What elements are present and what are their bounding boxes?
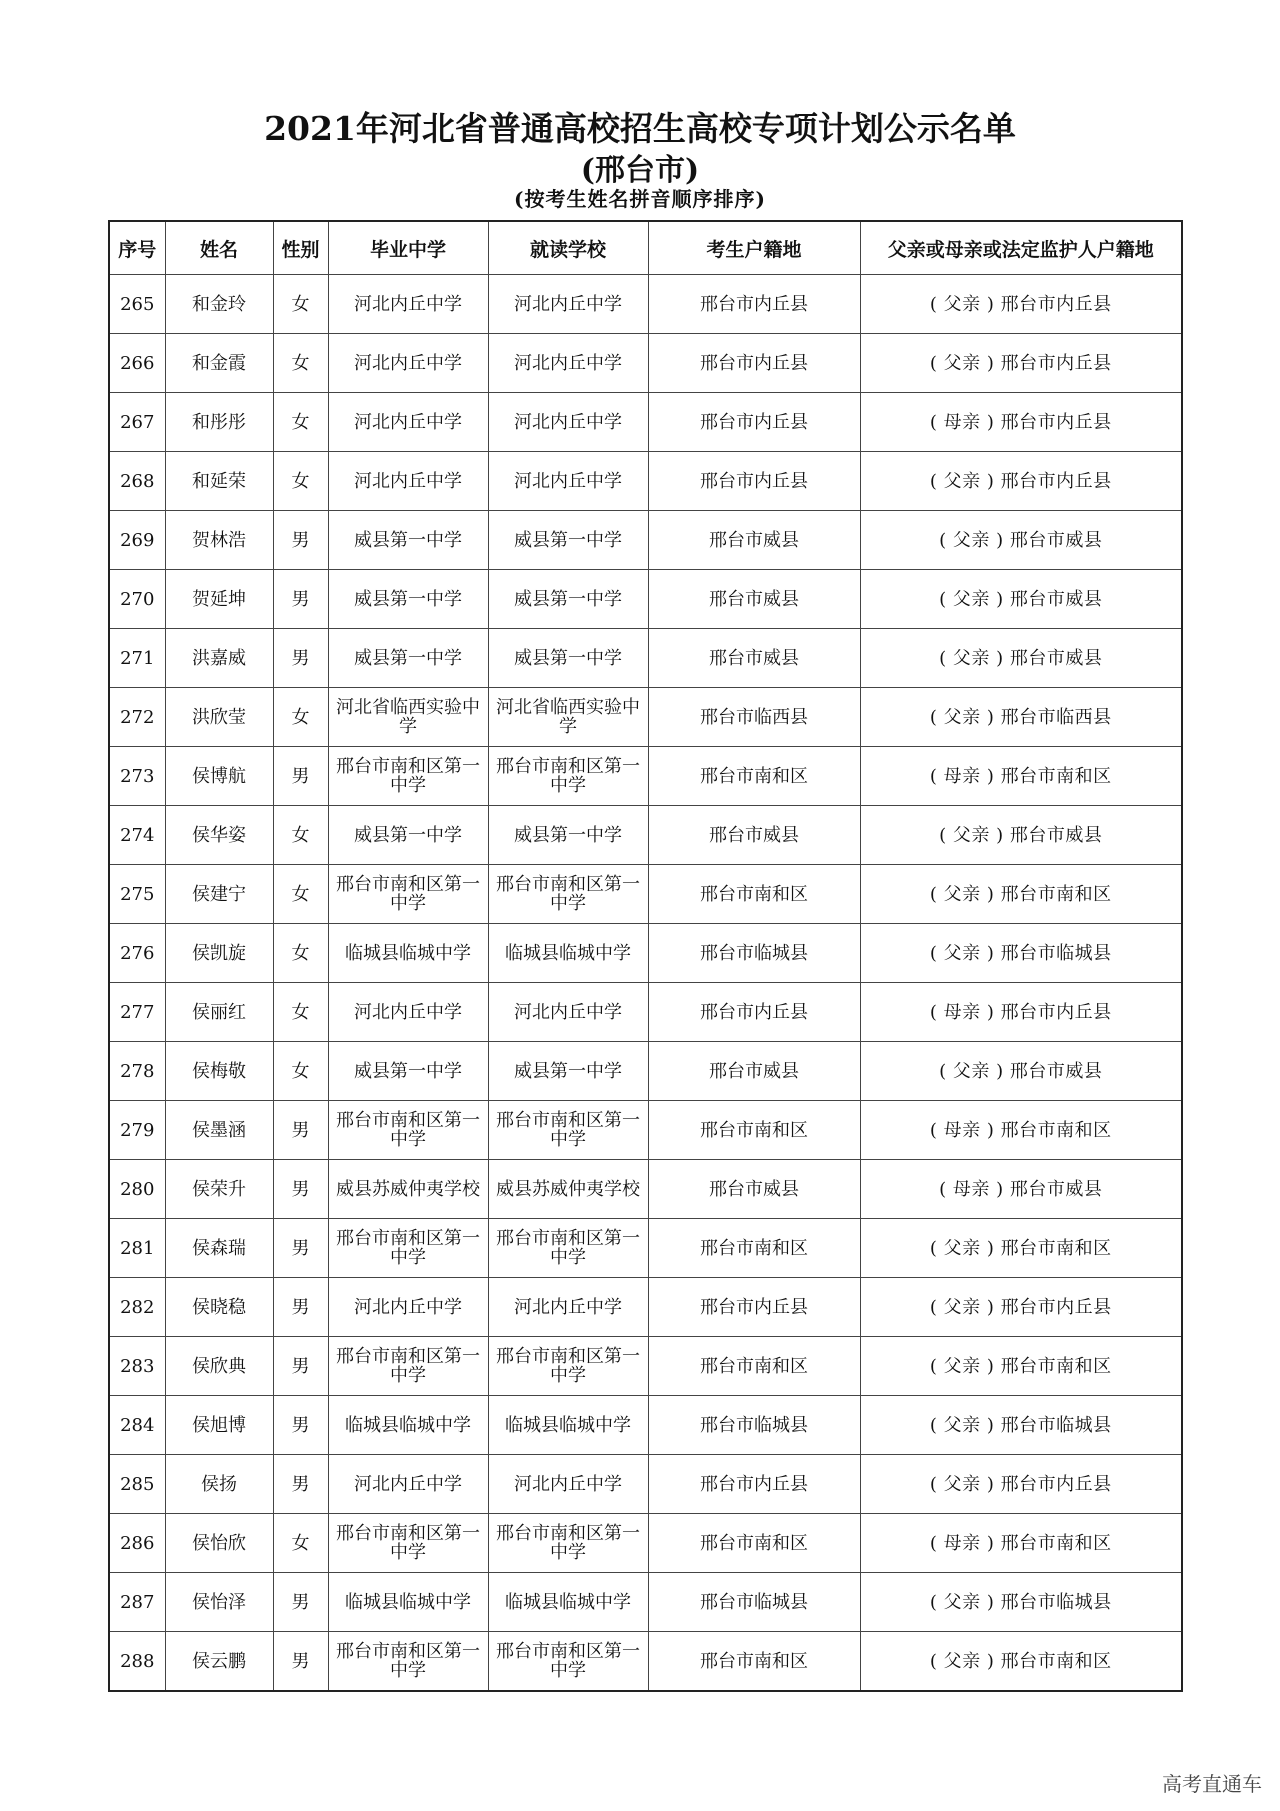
table-row bbox=[109, 1455, 1182, 1514]
cell-guardian-hukou: ( 父亲 ) 邢台市内丘县 bbox=[860, 452, 1182, 511]
watermark-text: 高考直通车 bbox=[1162, 1772, 1262, 1796]
cell-name: 侯怡欣 bbox=[165, 1514, 273, 1573]
cell-graduation-school: 河北内丘中学 bbox=[328, 334, 488, 393]
cell-name: 洪嘉威 bbox=[165, 629, 273, 688]
cell-guardian-hukou: ( 父亲 ) 邢台市威县 bbox=[860, 570, 1182, 629]
cell-hukou: 邢台市南和区 bbox=[648, 1219, 860, 1278]
table-row bbox=[109, 1514, 1182, 1573]
cell-sex: 女 bbox=[273, 393, 328, 452]
cell-current-school: 河北省临西实验中学 bbox=[488, 688, 648, 747]
cell-name: 侯荣升 bbox=[165, 1160, 273, 1219]
cell-hukou: 邢台市临城县 bbox=[648, 1396, 860, 1455]
cell-sex: 女 bbox=[273, 452, 328, 511]
cell-name: 侯欣典 bbox=[165, 1337, 273, 1396]
cell-name: 侯建宁 bbox=[165, 865, 273, 924]
cell-sex: 男 bbox=[273, 1337, 328, 1396]
cell-hukou: 邢台市威县 bbox=[648, 806, 860, 865]
table-row bbox=[109, 1632, 1182, 1692]
cell-graduation-school: 邢台市南和区第一中学 bbox=[328, 1219, 488, 1278]
cell-current-school: 威县第一中学 bbox=[488, 511, 648, 570]
cell-current-school: 邢台市南和区第一中学 bbox=[488, 1101, 648, 1160]
cell-sex: 女 bbox=[273, 924, 328, 983]
column-header-guardian-hukou: 父亲或母亲或法定监护人户籍地 bbox=[860, 221, 1182, 275]
cell-graduation-school: 河北内丘中学 bbox=[328, 393, 488, 452]
cell-current-school: 邢台市南和区第一中学 bbox=[488, 747, 648, 806]
cell-hukou: 邢台市内丘县 bbox=[648, 1455, 860, 1514]
cell-name: 侯墨涵 bbox=[165, 1101, 273, 1160]
cell-current-school: 河北内丘中学 bbox=[488, 334, 648, 393]
table-row bbox=[109, 806, 1182, 865]
cell-graduation-school: 邢台市南和区第一中学 bbox=[328, 1514, 488, 1573]
cell-current-school: 临城县临城中学 bbox=[488, 1396, 648, 1455]
cell-no: 280 bbox=[109, 1160, 165, 1219]
table-row bbox=[109, 452, 1182, 511]
cell-hukou: 邢台市威县 bbox=[648, 570, 860, 629]
cell-name: 侯华姿 bbox=[165, 806, 273, 865]
table-row bbox=[109, 1573, 1182, 1632]
cell-graduation-school: 威县第一中学 bbox=[328, 570, 488, 629]
cell-graduation-school: 威县第一中学 bbox=[328, 806, 488, 865]
cell-hukou: 邢台市临城县 bbox=[648, 924, 860, 983]
cell-no: 283 bbox=[109, 1337, 165, 1396]
cell-guardian-hukou: ( 父亲 ) 邢台市临城县 bbox=[860, 924, 1182, 983]
cell-no: 279 bbox=[109, 1101, 165, 1160]
cell-name: 侯云鹏 bbox=[165, 1632, 273, 1692]
cell-hukou: 邢台市南和区 bbox=[648, 1337, 860, 1396]
cell-sex: 女 bbox=[273, 334, 328, 393]
cell-hukou: 邢台市威县 bbox=[648, 511, 860, 570]
cell-graduation-school: 临城县临城中学 bbox=[328, 1573, 488, 1632]
cell-name: 和金玲 bbox=[165, 275, 273, 334]
table-row bbox=[109, 629, 1182, 688]
cell-hukou: 邢台市内丘县 bbox=[648, 1278, 860, 1337]
cell-guardian-hukou: ( 父亲 ) 邢台市威县 bbox=[860, 1042, 1182, 1101]
cell-current-school: 威县第一中学 bbox=[488, 806, 648, 865]
cell-sex: 男 bbox=[273, 747, 328, 806]
cell-guardian-hukou: ( 父亲 ) 邢台市临城县 bbox=[860, 1573, 1182, 1632]
cell-sex: 男 bbox=[273, 1160, 328, 1219]
cell-hukou: 邢台市威县 bbox=[648, 1160, 860, 1219]
cell-guardian-hukou: ( 父亲 ) 邢台市南和区 bbox=[860, 1219, 1182, 1278]
cell-no: 287 bbox=[109, 1573, 165, 1632]
cell-graduation-school: 河北内丘中学 bbox=[328, 1278, 488, 1337]
cell-sex: 男 bbox=[273, 1219, 328, 1278]
table-row bbox=[109, 275, 1182, 334]
cell-hukou: 邢台市威县 bbox=[648, 629, 860, 688]
cell-graduation-school: 邢台市南和区第一中学 bbox=[328, 1632, 488, 1692]
cell-sex: 女 bbox=[273, 688, 328, 747]
cell-name: 侯丽红 bbox=[165, 983, 273, 1042]
cell-current-school: 河北内丘中学 bbox=[488, 1278, 648, 1337]
cell-hukou: 邢台市内丘县 bbox=[648, 983, 860, 1042]
cell-guardian-hukou: ( 父亲 ) 邢台市威县 bbox=[860, 511, 1182, 570]
cell-no: 277 bbox=[109, 983, 165, 1042]
cell-no: 270 bbox=[109, 570, 165, 629]
cell-sex: 女 bbox=[273, 865, 328, 924]
cell-graduation-school: 河北内丘中学 bbox=[328, 983, 488, 1042]
cell-sex: 男 bbox=[273, 1632, 328, 1692]
cell-graduation-school: 邢台市南和区第一中学 bbox=[328, 1337, 488, 1396]
column-header-current-school: 就读学校 bbox=[488, 221, 648, 275]
cell-current-school: 河北内丘中学 bbox=[488, 452, 648, 511]
table-row bbox=[109, 1278, 1182, 1337]
cell-current-school: 威县苏威仲夷学校 bbox=[488, 1160, 648, 1219]
cell-sex: 男 bbox=[273, 570, 328, 629]
table-row bbox=[109, 983, 1182, 1042]
cell-graduation-school: 河北省临西实验中学 bbox=[328, 688, 488, 747]
table-header bbox=[109, 221, 1182, 275]
cell-current-school: 邢台市南和区第一中学 bbox=[488, 1219, 648, 1278]
cell-no: 284 bbox=[109, 1396, 165, 1455]
cell-no: 266 bbox=[109, 334, 165, 393]
cell-sex: 女 bbox=[273, 1514, 328, 1573]
cell-hukou: 邢台市内丘县 bbox=[648, 452, 860, 511]
cell-guardian-hukou: ( 母亲 ) 邢台市内丘县 bbox=[860, 393, 1182, 452]
cell-guardian-hukou: ( 母亲 ) 邢台市威县 bbox=[860, 1160, 1182, 1219]
cell-guardian-hukou: ( 父亲 ) 邢台市南和区 bbox=[860, 1632, 1182, 1692]
table-row bbox=[109, 924, 1182, 983]
cell-graduation-school: 威县第一中学 bbox=[328, 629, 488, 688]
table-row bbox=[109, 688, 1182, 747]
cell-hukou: 邢台市临城县 bbox=[648, 1573, 860, 1632]
cell-current-school: 河北内丘中学 bbox=[488, 983, 648, 1042]
cell-guardian-hukou: ( 父亲 ) 邢台市南和区 bbox=[860, 865, 1182, 924]
table-row bbox=[109, 865, 1182, 924]
cell-guardian-hukou: ( 父亲 ) 邢台市内丘县 bbox=[860, 334, 1182, 393]
cell-guardian-hukou: ( 父亲 ) 邢台市内丘县 bbox=[860, 1278, 1182, 1337]
cell-no: 274 bbox=[109, 806, 165, 865]
cell-hukou: 邢台市南和区 bbox=[648, 747, 860, 806]
document-sort-note: (按考生姓名拼音顺序排序) bbox=[514, 187, 766, 211]
cell-hukou: 邢台市内丘县 bbox=[648, 275, 860, 334]
cell-no: 271 bbox=[109, 629, 165, 688]
cell-sex: 男 bbox=[273, 1396, 328, 1455]
cell-sex: 女 bbox=[273, 806, 328, 865]
cell-current-school: 河北内丘中学 bbox=[488, 393, 648, 452]
table-header-row bbox=[109, 221, 1182, 275]
cell-no: 269 bbox=[109, 511, 165, 570]
cell-name: 贺林浩 bbox=[165, 511, 273, 570]
student-list-table bbox=[108, 220, 1183, 1692]
cell-hukou: 邢台市南和区 bbox=[648, 1632, 860, 1692]
table-row bbox=[109, 570, 1182, 629]
column-header-graduation-school: 毕业中学 bbox=[328, 221, 488, 275]
table-row bbox=[109, 1101, 1182, 1160]
cell-name: 侯怡泽 bbox=[165, 1573, 273, 1632]
cell-no: 281 bbox=[109, 1219, 165, 1278]
table-row bbox=[109, 1396, 1182, 1455]
cell-guardian-hukou: ( 父亲 ) 邢台市内丘县 bbox=[860, 1455, 1182, 1514]
table-row bbox=[109, 1337, 1182, 1396]
cell-sex: 男 bbox=[273, 511, 328, 570]
cell-no: 285 bbox=[109, 1455, 165, 1514]
cell-hukou: 邢台市南和区 bbox=[648, 1101, 860, 1160]
cell-name: 侯梅敬 bbox=[165, 1042, 273, 1101]
cell-hukou: 邢台市南和区 bbox=[648, 865, 860, 924]
cell-current-school: 威县第一中学 bbox=[488, 1042, 648, 1101]
cell-sex: 男 bbox=[273, 629, 328, 688]
cell-graduation-school: 河北内丘中学 bbox=[328, 452, 488, 511]
cell-hukou: 邢台市威县 bbox=[648, 1042, 860, 1101]
cell-name: 侯晓稳 bbox=[165, 1278, 273, 1337]
table-row bbox=[109, 393, 1182, 452]
cell-guardian-hukou: ( 母亲 ) 邢台市内丘县 bbox=[860, 983, 1182, 1042]
cell-guardian-hukou: ( 母亲 ) 邢台市南和区 bbox=[860, 747, 1182, 806]
cell-sex: 男 bbox=[273, 1278, 328, 1337]
cell-graduation-school: 威县苏威仲夷学校 bbox=[328, 1160, 488, 1219]
cell-graduation-school: 邢台市南和区第一中学 bbox=[328, 865, 488, 924]
cell-graduation-school: 河北内丘中学 bbox=[328, 275, 488, 334]
cell-name: 洪欣莹 bbox=[165, 688, 273, 747]
cell-sex: 男 bbox=[273, 1573, 328, 1632]
cell-current-school: 临城县临城中学 bbox=[488, 1573, 648, 1632]
cell-guardian-hukou: ( 母亲 ) 邢台市南和区 bbox=[860, 1101, 1182, 1160]
cell-name: 和金霞 bbox=[165, 334, 273, 393]
column-header-no: 序号 bbox=[109, 221, 165, 275]
table-row bbox=[109, 334, 1182, 393]
cell-current-school: 威县第一中学 bbox=[488, 629, 648, 688]
cell-current-school: 邢台市南和区第一中学 bbox=[488, 1514, 648, 1573]
cell-sex: 女 bbox=[273, 983, 328, 1042]
cell-guardian-hukou: ( 父亲 ) 邢台市临城县 bbox=[860, 1396, 1182, 1455]
cell-current-school: 邢台市南和区第一中学 bbox=[488, 1632, 648, 1692]
cell-name: 侯博航 bbox=[165, 747, 273, 806]
table-row bbox=[109, 1042, 1182, 1101]
cell-no: 273 bbox=[109, 747, 165, 806]
cell-current-school: 邢台市南和区第一中学 bbox=[488, 865, 648, 924]
column-header-hukou: 考生户籍地 bbox=[648, 221, 860, 275]
cell-current-school: 邢台市南和区第一中学 bbox=[488, 1337, 648, 1396]
cell-name: 侯森瑞 bbox=[165, 1219, 273, 1278]
cell-current-school: 河北内丘中学 bbox=[488, 1455, 648, 1514]
table-row bbox=[109, 747, 1182, 806]
cell-name: 侯扬 bbox=[165, 1455, 273, 1514]
cell-hukou: 邢台市南和区 bbox=[648, 1514, 860, 1573]
column-header-sex: 性别 bbox=[273, 221, 328, 275]
table-body bbox=[109, 275, 1182, 1692]
cell-graduation-school: 邢台市南和区第一中学 bbox=[328, 1101, 488, 1160]
cell-no: 282 bbox=[109, 1278, 165, 1337]
cell-current-school: 临城县临城中学 bbox=[488, 924, 648, 983]
cell-name: 侯凯旋 bbox=[165, 924, 273, 983]
cell-guardian-hukou: ( 父亲 ) 邢台市威县 bbox=[860, 806, 1182, 865]
cell-graduation-school: 邢台市南和区第一中学 bbox=[328, 747, 488, 806]
cell-guardian-hukou: ( 父亲 ) 邢台市南和区 bbox=[860, 1337, 1182, 1396]
cell-sex: 女 bbox=[273, 275, 328, 334]
cell-current-school: 河北内丘中学 bbox=[488, 275, 648, 334]
cell-name: 和彤彤 bbox=[165, 393, 273, 452]
cell-graduation-school: 河北内丘中学 bbox=[328, 1455, 488, 1514]
cell-current-school: 威县第一中学 bbox=[488, 570, 648, 629]
cell-hukou: 邢台市内丘县 bbox=[648, 334, 860, 393]
cell-sex: 男 bbox=[273, 1101, 328, 1160]
cell-no: 272 bbox=[109, 688, 165, 747]
table-row bbox=[109, 1160, 1182, 1219]
cell-guardian-hukou: ( 母亲 ) 邢台市南和区 bbox=[860, 1514, 1182, 1573]
cell-name: 侯旭博 bbox=[165, 1396, 273, 1455]
column-header-name: 姓名 bbox=[165, 221, 273, 275]
cell-graduation-school: 临城县临城中学 bbox=[328, 924, 488, 983]
cell-graduation-school: 威县第一中学 bbox=[328, 511, 488, 570]
cell-guardian-hukou: ( 父亲 ) 邢台市威县 bbox=[860, 629, 1182, 688]
cell-sex: 女 bbox=[273, 1042, 328, 1101]
cell-no: 268 bbox=[109, 452, 165, 511]
cell-no: 286 bbox=[109, 1514, 165, 1573]
cell-graduation-school: 临城县临城中学 bbox=[328, 1396, 488, 1455]
cell-sex: 男 bbox=[273, 1455, 328, 1514]
cell-guardian-hukou: ( 父亲 ) 邢台市临西县 bbox=[860, 688, 1182, 747]
cell-no: 278 bbox=[109, 1042, 165, 1101]
cell-hukou: 邢台市临西县 bbox=[648, 688, 860, 747]
cell-no: 276 bbox=[109, 924, 165, 983]
cell-no: 265 bbox=[109, 275, 165, 334]
document-title: 2021年河北省普通高校招生高校专项计划公示名单 bbox=[264, 109, 1016, 148]
table-row bbox=[109, 1219, 1182, 1278]
table-row bbox=[109, 511, 1182, 570]
cell-guardian-hukou: ( 父亲 ) 邢台市内丘县 bbox=[860, 275, 1182, 334]
cell-name: 贺延坤 bbox=[165, 570, 273, 629]
cell-graduation-school: 威县第一中学 bbox=[328, 1042, 488, 1101]
document-subtitle-city: (邢台市) bbox=[580, 153, 700, 188]
cell-hukou: 邢台市内丘县 bbox=[648, 393, 860, 452]
cell-name: 和延荣 bbox=[165, 452, 273, 511]
cell-no: 267 bbox=[109, 393, 165, 452]
cell-no: 288 bbox=[109, 1632, 165, 1692]
cell-no: 275 bbox=[109, 865, 165, 924]
